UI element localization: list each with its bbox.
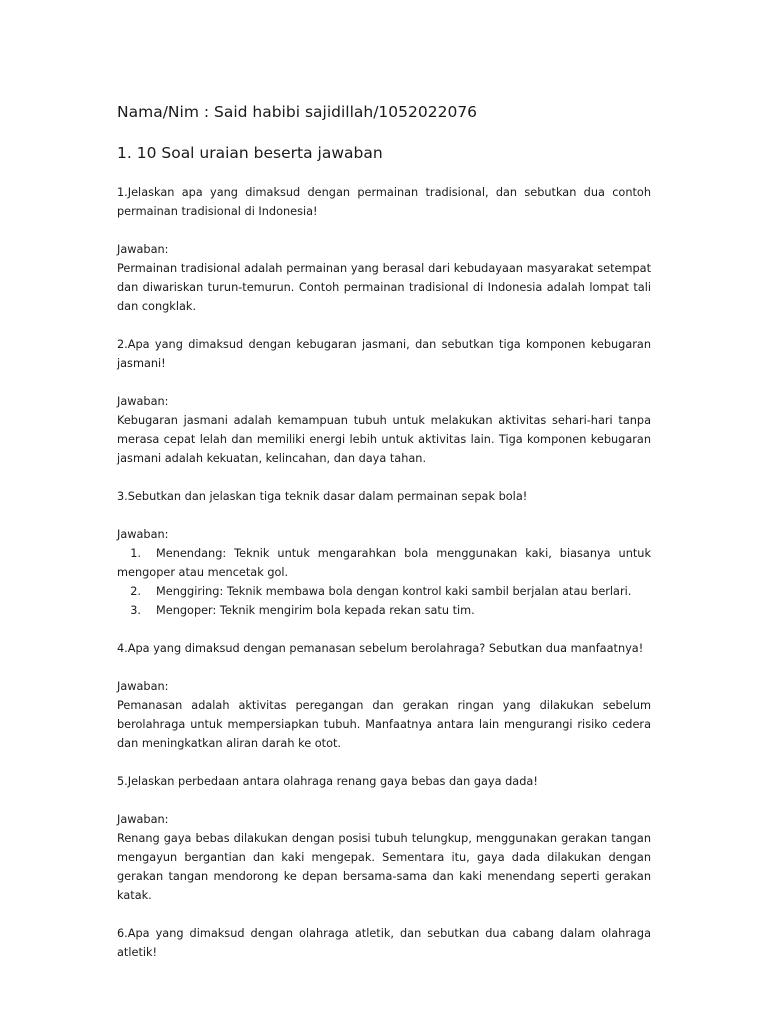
list-text: Mengoper: Teknik mengirim bola kepada rekan satu tim. [156,604,475,617]
answer-label-5: Jawaban: [117,813,169,826]
list-item [117,582,651,601]
section-title: 1. 10 Soal uraian beserta jawaban [117,144,383,162]
answer-label-1: Jawaban: [117,243,169,256]
question-6: 6.Apa yang dimaksud dengan olahraga atletik, dan sebutkan dua cabang dalam olahraga atletik! [117,927,651,959]
list-number: 3. [130,604,141,617]
answer-label-2: Jawaban: [117,395,169,408]
list-number: 1. [130,547,141,560]
question-1: 1.Jelaskan apa yang dimaksud dengan permainan tradisional, dan sebutkan dua contoh permainan tradisional di Indonesia! [117,186,651,218]
question-4: 4.Apa yang dimaksud dengan pemanasan sebelum berolahraga? Sebutkan dua manfaatnya! [117,642,644,655]
answer-1: Permainan tradisional adalah permainan yang berasal dari kebudayaan masyarakat setempat dan diwariskan turun-temurun. Contoh permainan tradisional di Indonesia adalah lompat tali dan congklak. [117,262,651,313]
list-number: 2. [130,585,141,598]
answer-2: Kebugaran jasmani adalah kemampuan tubuh untuk melakukan aktivitas sehari-hari tanpa merasa cepat lelah dan memiliki energi lebih untuk aktivitas lain. Tiga komponen kebugaran jasmani adalah kekuatan, kelincahan, dan daya tahan. [117,414,651,465]
question-5: 5.Jelaskan perbedaan antara olahraga renang gaya bebas dan gaya dada! [117,775,538,788]
list-item [117,601,651,620]
question-3: 3.Sebutkan dan jelaskan tiga teknik dasar dalam permainan sepak bola! [117,490,528,503]
answer-5: Renang gaya bebas dilakukan dengan posisi tubuh telungkup, menggunakan gerakan tangan mengayun bergantian dan kaki mengepak. Sementara itu, gaya dada dilakukan dengan gerakan tangan mendorong ke depan bersama-sama dan kaki menendang seperti gerakan katak. [117,832,651,902]
answer-label-4: Jawaban: [117,680,169,693]
list-text: Menendang: Teknik untuk mengarahkan bola menggunakan kaki, biasanya untuk mengoper atau mencetak gol. [117,547,651,579]
question-2: 2.Apa yang dimaksud dengan kebugaran jasmani, dan sebutkan tiga komponen kebugaran jasmani! [117,338,651,370]
answer-label-3: Jawaban: [117,528,169,541]
name-line: Nama/Nim : Said habibi sajidillah/1052022076 [117,103,478,121]
list-text: Menggiring: Teknik membawa bola dengan kontrol kaki sambil berjalan atau berlari. [156,585,632,598]
document-body [117,101,651,962]
list-item [117,544,651,582]
answer-4: Pemanasan adalah aktivitas peregangan dan gerakan ringan yang dilakukan sebelum berolahraga untuk mempersiapkan tubuh. Manfaatnya antara lain mengurangi risiko cedera dan meningkatkan aliran darah ke otot. [117,699,651,750]
